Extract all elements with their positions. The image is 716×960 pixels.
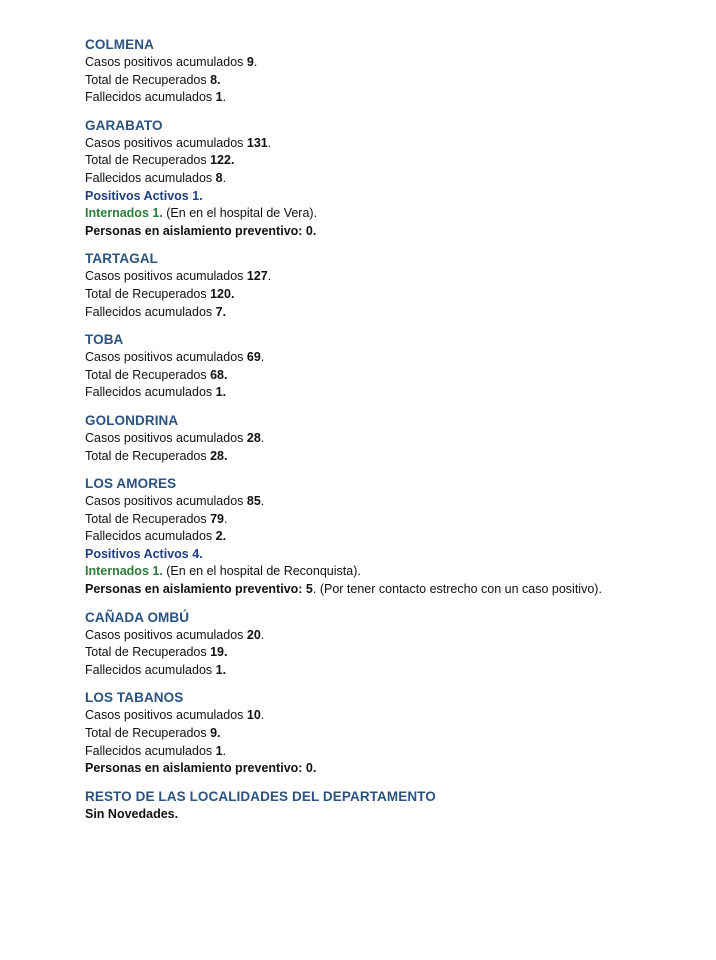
section-canada-ombu xyxy=(85,609,705,680)
aislamiento-line: Personas en aislamiento preventivo: 5. (Por tener contacto estrecho con un caso positivo). xyxy=(85,582,602,597)
section-golondrina xyxy=(85,412,705,465)
fallecidos-line: Fallecidos acumulados 1. xyxy=(85,743,227,758)
casos-line: Casos positivos acumulados 9. xyxy=(85,55,258,69)
fallecidos-line: Fallecidos acumulados 1. xyxy=(85,385,227,400)
aislamiento-line: Personas en aislamiento preventivo: 0. xyxy=(85,223,317,238)
section-title: COLMENA xyxy=(85,37,154,52)
internados-line: Internados 1. (En en el hospital de Vera). xyxy=(85,206,318,221)
recuperados-line: Total de Recuperados 28. xyxy=(85,448,228,463)
section-garabato xyxy=(85,117,705,241)
section-los-amores xyxy=(85,475,705,599)
casos-line: Casos positivos acumulados 10. xyxy=(85,708,265,723)
section-title: CAÑADA OMBÚ xyxy=(85,609,190,625)
activos-line: Positivos Activos 4. xyxy=(85,546,203,561)
section-colmena xyxy=(85,36,705,107)
section-title: GOLONDRINA xyxy=(85,412,179,428)
section-title: GARABATO xyxy=(85,117,163,133)
section-title: RESTO DE LAS LOCALIDADES DEL DEPARTAMENTO xyxy=(85,788,436,804)
fallecidos-line: Fallecidos acumulados 8. xyxy=(85,170,227,185)
section-title: LOS AMORES xyxy=(85,476,177,492)
fallecidos-line: Fallecidos acumulados 1. xyxy=(85,90,227,105)
casos-line: Casos positivos acumulados 20. xyxy=(85,627,265,642)
section-resto xyxy=(85,788,705,824)
section-toba xyxy=(85,331,705,402)
aislamiento-line: Personas en aislamiento preventivo: 0. xyxy=(85,761,317,776)
casos-line: Casos positivos acumulados 69. xyxy=(85,350,265,365)
document-body xyxy=(85,36,705,833)
fallecidos-line: Fallecidos acumulados 7. xyxy=(85,304,227,319)
internados-line: Internados 1. (En en el hospital de Reconquista). xyxy=(85,564,361,579)
activos-line: Positivos Activos 1. xyxy=(85,188,203,203)
recuperados-line: Total de Recuperados 79. xyxy=(85,511,228,526)
casos-line: Casos positivos acumulados 131. xyxy=(85,135,272,150)
recuperados-line: Total de Recuperados 68. xyxy=(85,367,228,382)
fallecidos-line: Fallecidos acumulados 2. xyxy=(85,529,227,544)
section-title: TOBA xyxy=(85,332,124,348)
recuperados-line: Total de Recuperados 19. xyxy=(85,645,228,660)
casos-line: Casos positivos acumulados 85. xyxy=(85,494,265,509)
casos-line: Casos positivos acumulados 28. xyxy=(85,430,265,445)
section-title: LOS TABANOS xyxy=(85,690,184,706)
fallecidos-line: Fallecidos acumulados 1. xyxy=(85,662,227,677)
section-title: TARTAGAL xyxy=(85,251,159,267)
section-los-tabanos xyxy=(85,689,705,777)
casos-line: Casos positivos acumulados 127. xyxy=(85,269,272,284)
section-tartagal xyxy=(85,250,705,321)
recuperados-line: Total de Recuperados 8. xyxy=(85,72,221,87)
recuperados-line: Total de Recuperados 9. xyxy=(85,726,221,741)
sin-novedades-line: Sin Novedades. xyxy=(85,806,179,821)
recuperados-line: Total de Recuperados 120. xyxy=(85,286,235,301)
recuperados-line: Total de Recuperados 122. xyxy=(85,153,235,168)
